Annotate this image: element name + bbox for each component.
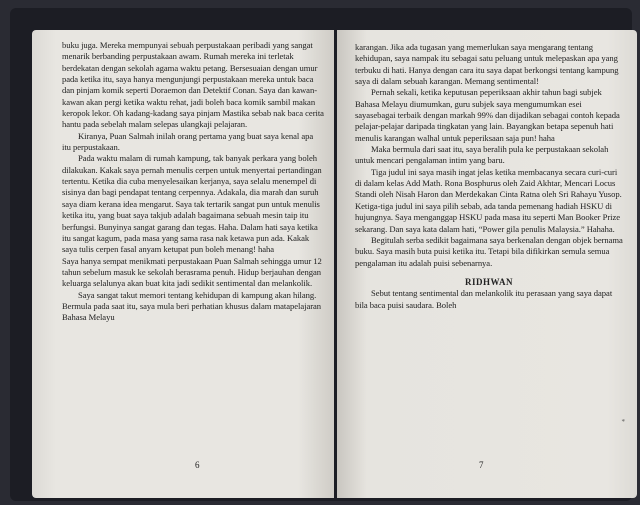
paragraph: Saya hanya sempat menikmati perpustakaan Puan Salmah sehingga umur 12 tahun sebelum masuk ke sekolah berasrama penuh. Hidup berjauhan dengan keluarga selalunya akan buat kita jadi sedikit sentimental dan melankolik.	[62, 255, 322, 289]
right-page	[337, 30, 637, 498]
paragraph: Maka bermula dari saat itu, saya beralih pula ke perpustakaan sekolah untuk mencari pengalaman intim yang baru.	[355, 144, 609, 166]
paragraph: Pada waktu malam di rumah kampung, tak banyak perkara yang boleh dilakukan. Kakak saya pernah menulis cerpen untuk menyertai pertandingan tertentu. Ketika dia cuba menyelesaikan kerjanya, saya selalu menempel di sisinya dan bagi pendapat tentang cerpennya. Adakala, dia marah dan suruh saya diam kerana idea mengarut. Saya tak tertarik sangat pun untuk menulis ketika itu, yang buat saya takjub adalah bagaimana sebuah mesin taip itu berfungsi. Bunyinya sangat garang dan tegas. Haha. Dalam hati saya ketika itu sangat kagum, pada masa yang sama rasa nak ketawa pun ada. Kakak saya tulis cerpen fasal anyam ketupat pun boleh menang! haha	[62, 153, 322, 255]
paragraph: Kiranya, Puan Salmah inilah orang pertama yang buat saya kenal apa itu perpustakaan.	[62, 130, 314, 153]
paragraph: Pernah sekali, ketika keputusan peperiksaan akhir tahun bagi subjek Bahasa Melayu diumumkan, guru subjek saya mengumumkan esei sayasebagai terbaik dengan markah 99% dan dijadikan sebagai contoh kepada pelajar-pelajar daripada tingkatan yang lain. Bayangkan betapa sepenuh hati menulis karangan walhal untuk peperiksaan saja pun! haha	[355, 87, 620, 143]
page-number-left: 6	[195, 460, 200, 470]
right-page-text	[355, 42, 623, 311]
paragraph: Saya sangat takut memori tentang kehidupan di kampung akan hilang. Bermula pada saat itu, saya mula beri perhatian khusus dalam matapelajaran Bahasa Melayu	[62, 289, 322, 323]
section-heading: RIDHWAN	[464, 276, 513, 287]
left-page-text	[62, 40, 324, 324]
left-page	[32, 30, 334, 498]
page-number-right: 7	[479, 460, 484, 470]
book-spread	[10, 8, 632, 501]
paragraph: buku juga. Mereka mempunyai sebuah perpustakaan peribadi yang sangat menarik berbanding perpustakaan awam. Rumah mereka ini terletak berdekatan dengan sekolah agama waktu petang. Bersesuaian dengan umur pada ketika itu, saya hanya mengunjungi perpustakaan mereka untuk baca dan pinjam komik seperti Doraemon dan Detektif Conan. Saya dan kawan-kawan akan pergi ketika waktu rehat, jadi boleh baca komik sambil makan keropok lekor. Oh kadang-kadang saya pinjam Mastika sebab nak baca cerita hantu pada sebelah malam selepas ulangkaji pelajaran.	[62, 40, 324, 130]
page-mark: *	[621, 418, 625, 426]
paragraph: Tiga judul ini saya masih ingat jelas ketika membacanya secara curi-curi di dalam kelas Add Math. Rona Bosphurus oleh Zaid Akhtar, Mencari Locus Standi oleh Nisah Haron dan Merdekakan Cinta Ratna oleh Sri Rahayu Yusop. Ketiga-tiga judul ini saya pilih sebab, ada tanda pemenang hadiah HSKU di hujungnya. Saya menganggap HSKU pada masa itu seperti Man Booker Prize sekarang. Dan saya kata dalam hati, “Power gila penulis Malaysia.” Hahaha.	[355, 166, 622, 234]
paragraph: karangan. Jika ada tugasan yang memerlukan saya mengarang tentang kehidupan, saya nampak itu sebagai satu peluang untuk melepaskan apa yang terbuku di hati. Hanya dengan cara itu saya dapat berkongsi tentang kampung saya di dalam sebuah karangan. Memang sentimental!	[355, 42, 619, 87]
paragraph: Begitulah serba sedikit bagaimana saya berkenalan dengan objek bernama buku. Saya masih buta puisi ketika itu. Tetapi bila difikirkan semula semua pengalaman itu adalah puisi sebenarnya.	[355, 234, 623, 268]
paragraph: Sebut tentang sentimental dan melankolik itu perasaan yang saya dapat bila baca puisi saudara. Boleh	[355, 288, 613, 310]
